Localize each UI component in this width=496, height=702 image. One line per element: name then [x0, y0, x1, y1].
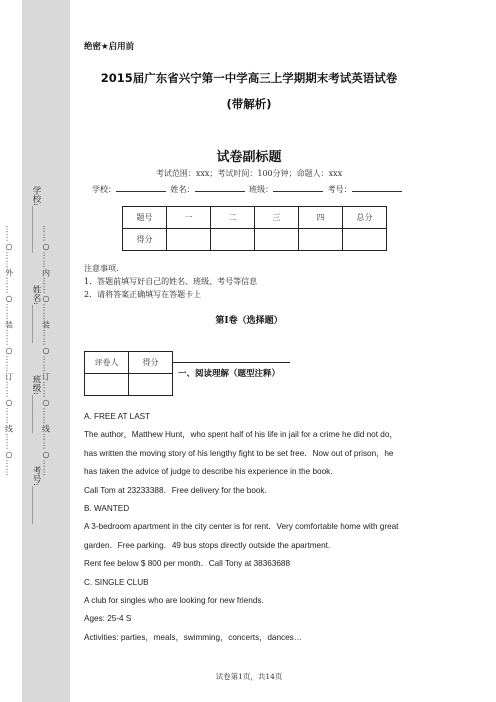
page-footer: 试卷第1页，共14页 [215, 672, 283, 681]
score-cell: 二 [211, 207, 255, 229]
score-cell: 一 [167, 207, 211, 229]
score-input-cell[interactable] [343, 229, 387, 251]
passage-line: B. WANTED [84, 503, 130, 513]
score-cell: 三 [255, 207, 299, 229]
passage-line: The author，Matthew Hunt，who spent half of his life in jail for a crime he did not do， [84, 430, 398, 440]
passage-line: Rent fee below $ 800 per month．Call Tony at 38363688 [84, 559, 291, 569]
score-table-header-row [123, 207, 387, 229]
notes-heading: 注意事项. [84, 264, 119, 273]
passage-line: Activities: parties，meals，swimming，concerts，dances… [84, 632, 302, 642]
number-blank[interactable] [352, 183, 402, 192]
passage-line: Ages: 25-4 S [84, 614, 132, 624]
score-input-cell[interactable] [167, 229, 211, 251]
reading-passage [84, 408, 416, 647]
score-input-cell[interactable] [299, 229, 343, 251]
section1-title: 一、阅读理解（题型注释） [178, 369, 281, 379]
number-label: 考号： [327, 185, 352, 194]
name-blank[interactable] [195, 183, 245, 192]
school-blank[interactable] [116, 183, 166, 192]
score-cell: 四 [299, 207, 343, 229]
class-label: 班级： [249, 185, 274, 194]
notes [84, 262, 257, 301]
grader-header-row [85, 352, 173, 374]
notes-item: 2．请将答案正确填写在答题卡上 [84, 290, 202, 299]
passage-line: C. SINGLE CLUB [84, 577, 149, 587]
score-table-value-row [123, 229, 387, 251]
binding-field-class: 班级:_________ [31, 375, 41, 434]
class-blank[interactable] [273, 183, 323, 192]
exam-subtitle: 试卷副标题 [216, 150, 282, 165]
binding-field-name: 姓名:_________ [31, 285, 41, 344]
grader-cell: 得分 [129, 352, 173, 374]
passage-line: has taken the advice of judge to describe his experience in the book. [84, 467, 333, 477]
section-divider [172, 362, 290, 363]
passage-line: garden．Free parking．49 bus stops directly outside the apartment. [84, 540, 331, 550]
passage-line: A 3-bedroom apartment in the city center is for rent．Very comfortable home with great [84, 522, 399, 532]
score-cell: 题号 [123, 207, 167, 229]
exam-title: 2015届广东省兴宁第一中学高三上学期期末考试英语试卷 [100, 71, 398, 85]
passage-line: has written the moving story of his lengthy fight to be set free．Now out of prison，he [84, 448, 394, 458]
passage-line: A. FREE AT LAST [84, 412, 151, 421]
name-label: 姓名： [170, 185, 195, 194]
binding-student-fields [27, 170, 45, 540]
grader-cell: 评卷人 [85, 352, 129, 374]
exam-info: 考试范围：xxx；考试时间：100分钟；命题人：xxx [155, 169, 343, 178]
binding-field-number: 考号:_________ [31, 465, 41, 524]
passage-line: Call Tom at 23233388．Free delivery for the book. [84, 485, 267, 495]
grader-table [84, 351, 173, 396]
binding-margin-outer [0, 0, 18, 702]
school-label: 学校： [92, 185, 116, 194]
grader-input-cell[interactable] [129, 374, 173, 396]
part1-title: 第I卷（选择题） [215, 316, 283, 326]
score-input-cell[interactable] [255, 229, 299, 251]
score-cell: 得分 [123, 229, 167, 251]
score-input-cell[interactable] [211, 229, 255, 251]
passage-line: A club for singles who are looking for new friends. [84, 595, 264, 605]
student-info [92, 183, 404, 195]
grader-value-row [85, 374, 173, 396]
score-table [122, 206, 387, 251]
notes-item: 1．答题前填写好自己的姓名、班级、考号等信息 [84, 277, 258, 286]
grader-input-cell[interactable] [85, 374, 129, 396]
secret-label: 绝密★启用前 [84, 42, 135, 52]
binding-inner-text: ……○……内……○……装……○……订……○……线……○…… [41, 225, 51, 477]
binding-field-school: 学校:___________ [31, 186, 41, 253]
exam-title-suffix: (带解析) [226, 97, 272, 111]
score-cell: 总分 [343, 207, 387, 229]
binding-outer-text: ……○……外……○……装……○……订……○……线……○…… [4, 225, 14, 477]
